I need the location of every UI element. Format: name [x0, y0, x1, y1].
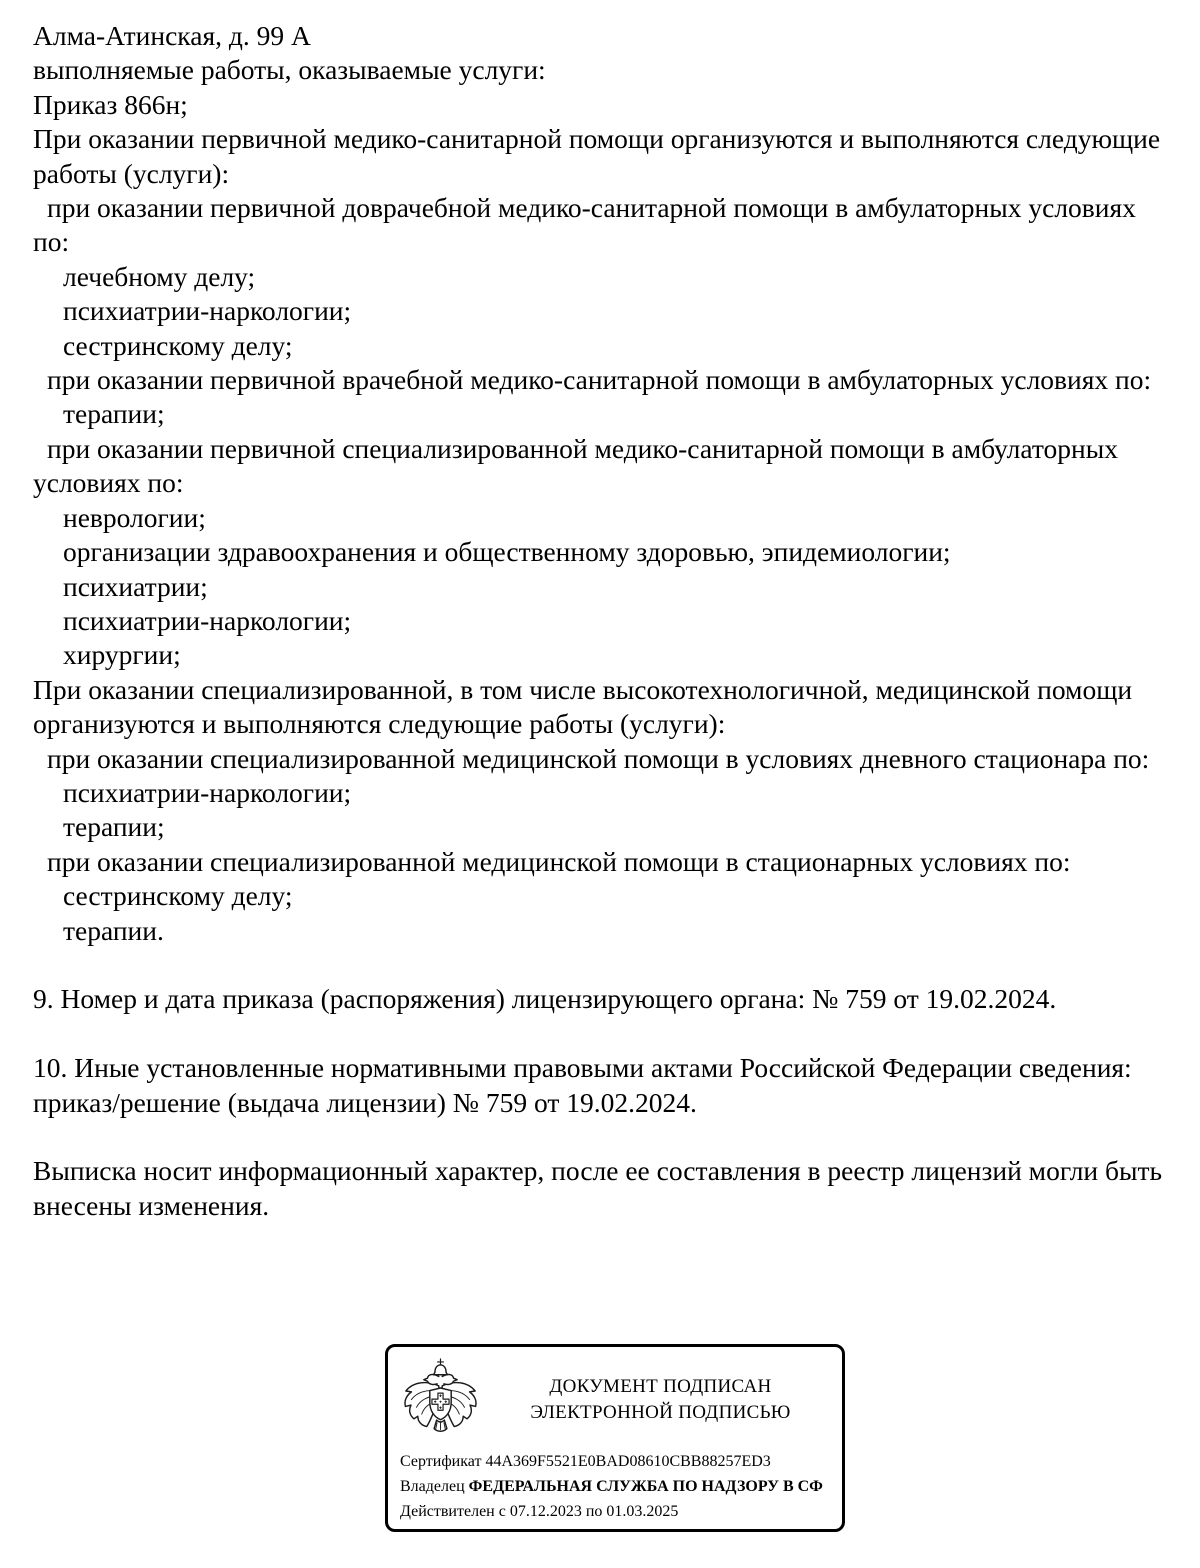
document-line: организации здравоохранения и общественному здоровью, эпидемиологии; — [63, 536, 951, 568]
document-line: 10. Иные установленные нормативными правовыми актами Российской Федерации сведения: — [33, 1052, 1132, 1084]
document-line: сестринскому делу; — [63, 880, 293, 912]
document-line: сестринскому делу; — [63, 329, 293, 361]
stamp-meta — [400, 1449, 841, 1524]
certificate-value: 44A369F5521E0BAD08610CBB88257ED3 — [485, 1453, 771, 1470]
document-line: При оказании специализированной, в том числе высокотехнологичной, медицинской помощи — [33, 673, 1133, 705]
certificate-row — [400, 1449, 841, 1474]
document-line: Выписка носит информационный характер, после ее составления в реестр лицензий могли быть — [33, 1155, 1163, 1187]
validity-text: Действителен с 07.12.2023 по 01.03.2025 — [400, 1503, 679, 1520]
document-line: при оказании первичной доврачебной медико-санитарной помощи в амбулаторных условиях — [47, 192, 1136, 224]
document-line: при оказании специализированной медицинской помощи в стационарных условиях по: — [47, 845, 1071, 877]
document-body — [33, 19, 1200, 1223]
document-line: при оказании первичной специализированной медико-санитарной помощи в амбулаторных — [47, 432, 1118, 464]
document-line: выполняемые работы, оказываемые услуги: — [33, 54, 546, 86]
document-line: терапии; — [63, 398, 165, 430]
document-line: лечебному делу; — [63, 260, 256, 292]
document-line: психиатрии-наркологии; — [63, 295, 352, 327]
validity-row — [400, 1499, 841, 1524]
owner-label: Владелец — [400, 1478, 465, 1495]
document-line: психиатрии-наркологии; — [63, 604, 352, 636]
document-line: При оказании первичной медико-санитарной помощи организуются и выполняются следующие — [33, 123, 1161, 155]
document-line: хирургии; — [63, 639, 181, 671]
document-line — [33, 948, 1200, 982]
document-line: работы (услуги): — [33, 157, 230, 189]
stamp-title-line1: ДОКУМЕНТ ПОДПИСАН — [549, 1376, 772, 1397]
certificate-label: Сертификат — [400, 1453, 482, 1470]
document-line: неврологии; — [63, 501, 206, 533]
document-line: Приказ 866н; — [33, 88, 188, 120]
document-line: терапии; — [63, 811, 165, 843]
document-line: при оказании специализированной медицинской помощи в условиях дневного стационара по: — [47, 742, 1150, 774]
document-line: по: — [33, 226, 70, 258]
document-line: условиях по: — [33, 467, 184, 499]
document-line: психиатрии-наркологии; — [63, 776, 352, 808]
document-line — [33, 1017, 1200, 1051]
owner-row — [400, 1474, 841, 1499]
document-line: приказ/решение (выдача лицензии) № 759 от 19.02.2024. — [33, 1086, 697, 1118]
owner-value: ФЕДЕРАЛЬНАЯ СЛУЖБА ПО НАДЗОРУ В СФ — [468, 1478, 823, 1495]
stamp-title-line2: ЭЛЕКТРОННОЙ ПОДПИСЬЮ — [530, 1402, 791, 1423]
document-line: 9. Номер и дата приказа (распоряжения) лицензирующего органа: № 759 от 19.02.2024. — [33, 983, 1057, 1015]
document-line: психиатрии; — [63, 570, 208, 602]
signature-stamp — [385, 1344, 845, 1532]
double-headed-eagle-emblem-icon — [402, 1355, 479, 1439]
document-line: при оказании первичной врачебной медико-санитарной помощи в амбулаторных условиях по: — [47, 364, 1152, 396]
document-line — [33, 1120, 1200, 1154]
document-line: Алма-Атинская, д. 99 А — [33, 20, 311, 51]
document-line: организуются и выполняются следующие работы (услуги): — [33, 708, 726, 740]
document-line: терапии. — [63, 914, 164, 946]
stamp-title — [483, 1374, 838, 1426]
document-line: внесены изменения. — [33, 1189, 270, 1221]
